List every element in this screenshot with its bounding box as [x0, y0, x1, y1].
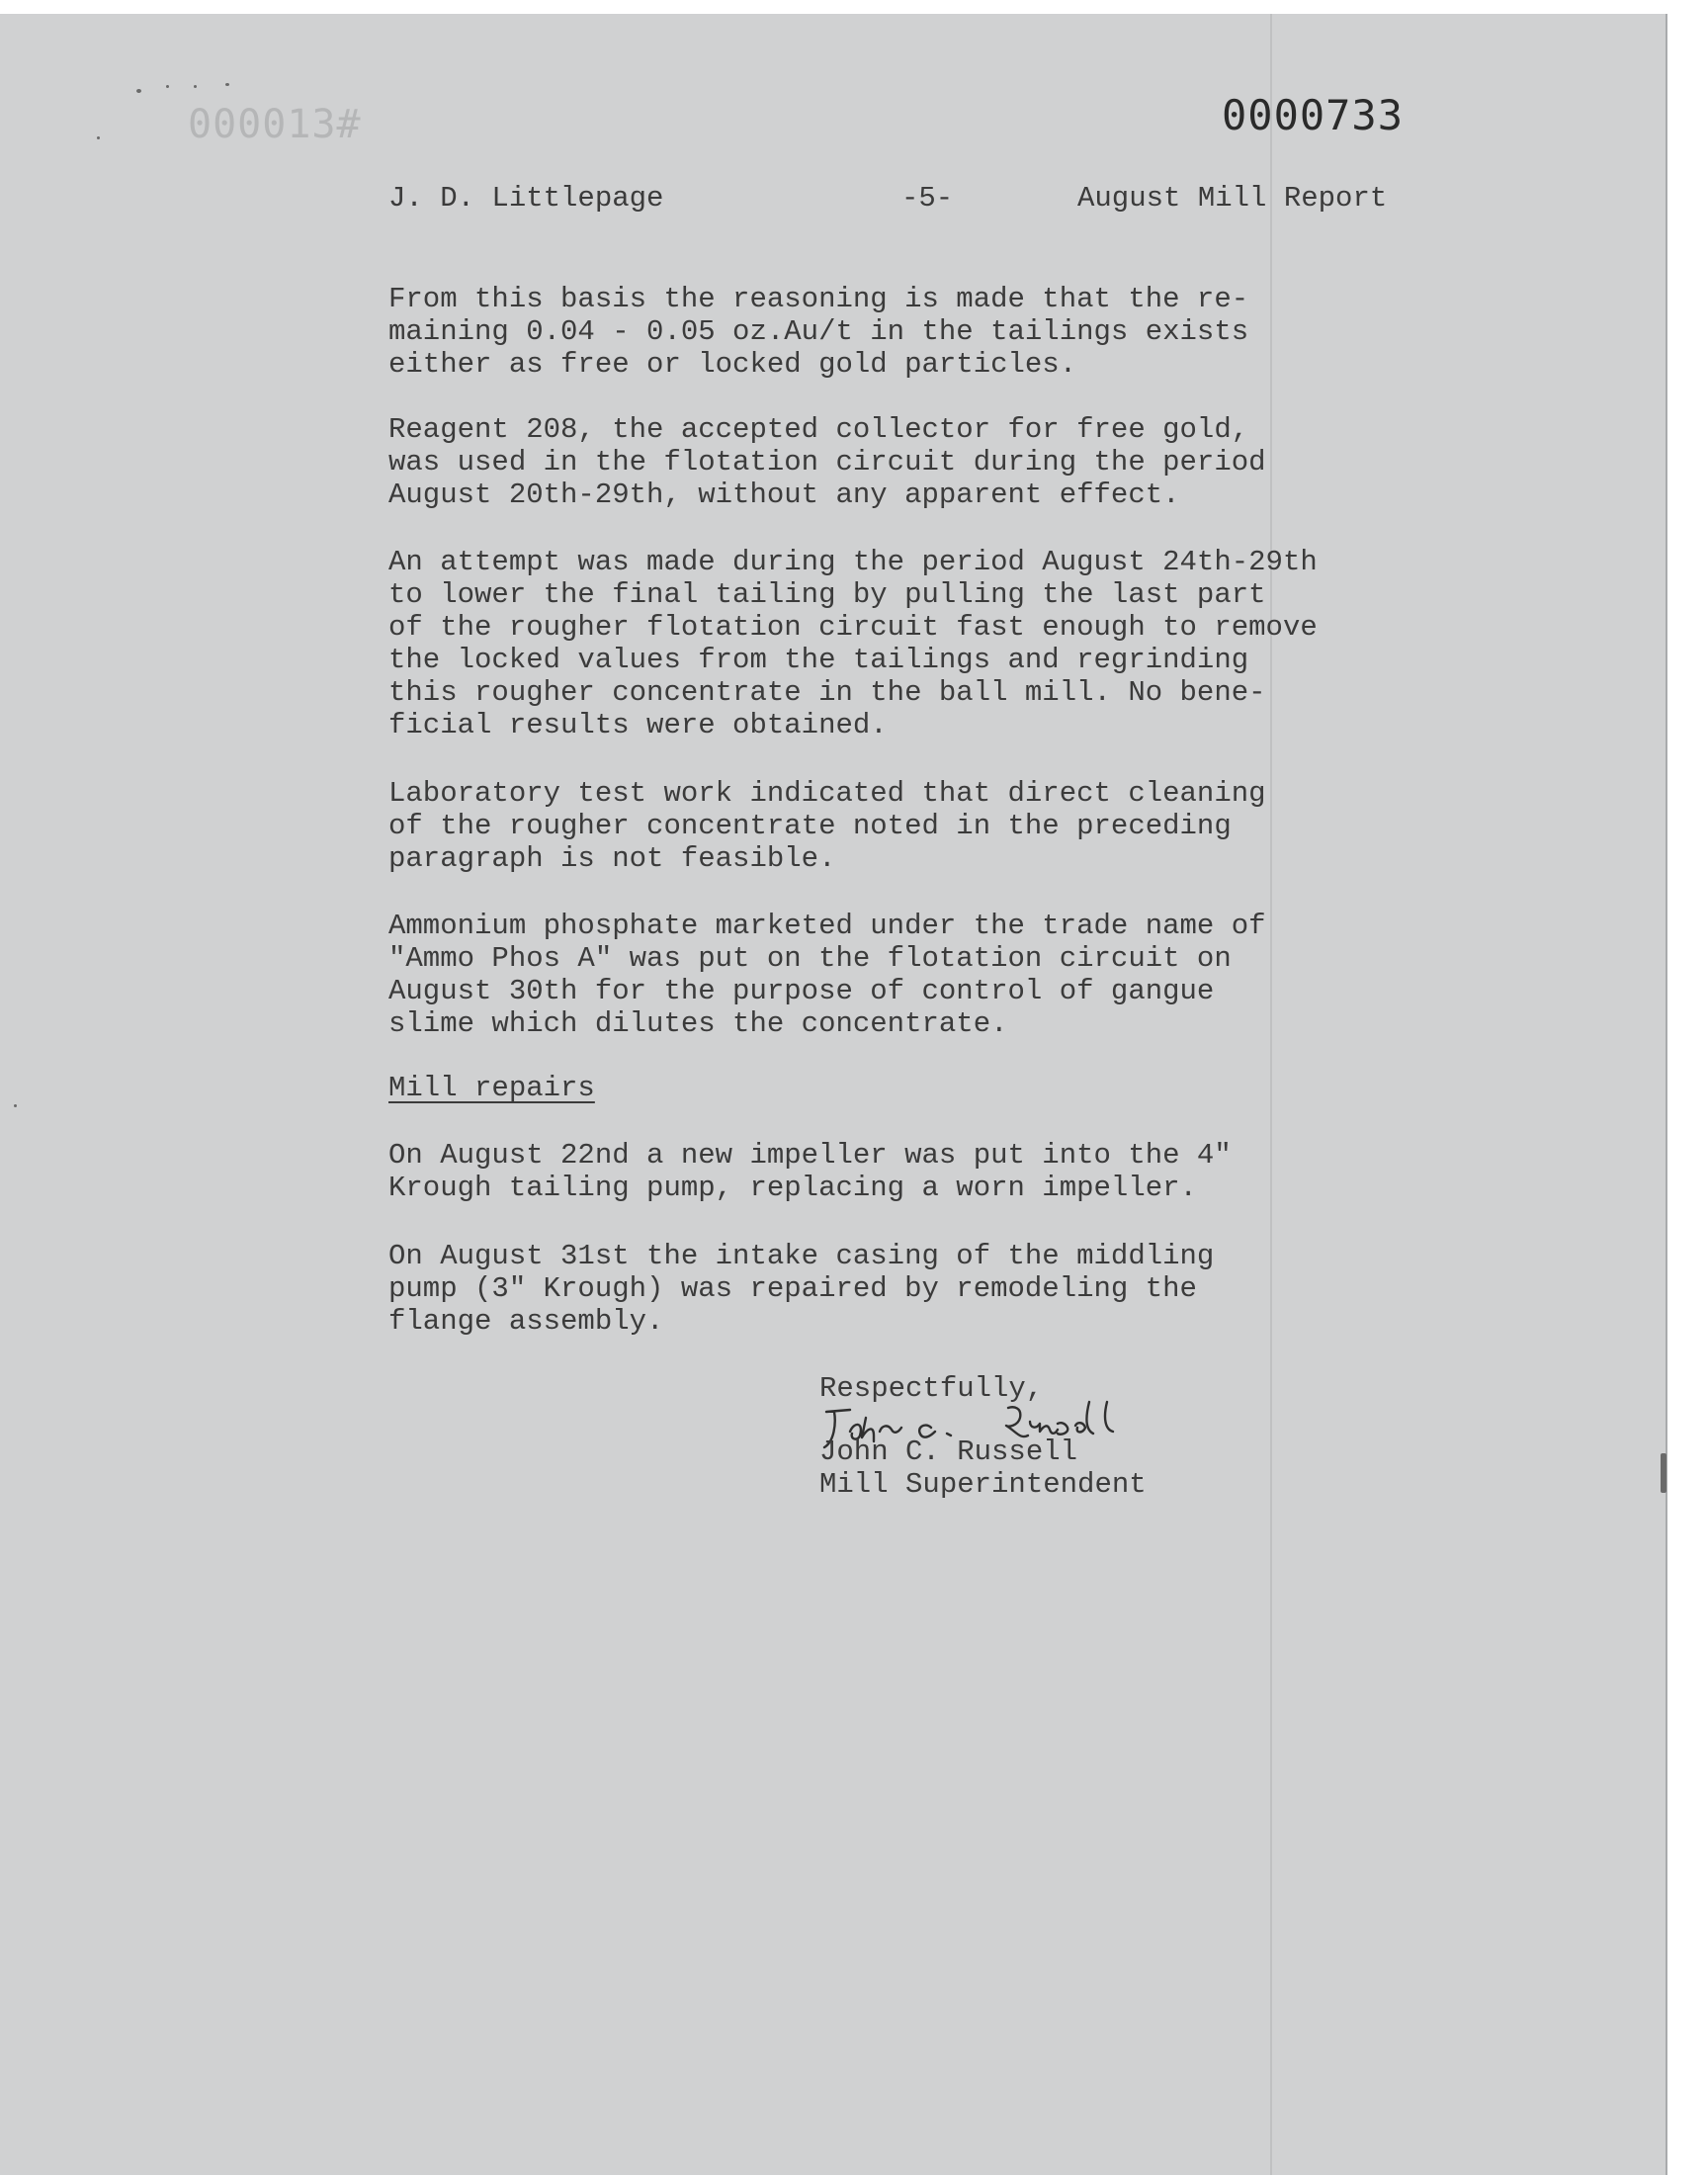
scan-speck	[225, 83, 229, 86]
scan-speck	[166, 85, 169, 88]
paragraph: Ammonium phosphate marketed under the trade name of "Ammo Phos A" was put on the flotation circuit on August 30th for the purpose of control of gangue slime which dilutes the concentrate.	[388, 910, 1266, 1040]
paragraph: Laboratory test work indicated that direct cleaning of the rougher concentrate noted in the preceding paragraph is not feasible.	[388, 777, 1266, 875]
header-page-number: -5-	[901, 182, 954, 215]
closing-salutation: Respectfully,	[819, 1372, 1044, 1405]
signer-title: Mill Superintendent	[819, 1468, 1147, 1501]
document-id-stamp: 0000733	[1222, 91, 1405, 139]
paragraph: On August 22nd a new impeller was put into the 4" Krough tailing pump, replacing a worn impeller.	[388, 1139, 1232, 1204]
scan-speck	[97, 136, 100, 139]
signer-name: John C. Russell	[819, 1436, 1078, 1468]
paragraph: From this basis the reasoning is made that the re- maining 0.04 - 0.05 oz.Au/t in the tailings exists either as free or locked gold particles.	[388, 283, 1249, 381]
back-stamp-number: 000013#	[188, 102, 362, 147]
section-heading: Mill repairs	[388, 1072, 595, 1104]
header-addressee: J. D. Littlepage	[388, 182, 664, 215]
header-report-title: August Mill Report	[1077, 182, 1388, 215]
scan-speck	[1661, 1453, 1666, 1493]
paragraph: Reagent 208, the accepted collector for free gold, was used in the flotation circuit during the period August 20th-29th, without any apparent effect.	[388, 413, 1266, 511]
scan-speck	[194, 85, 197, 88]
scan-speck	[14, 1104, 17, 1107]
paragraph: On August 31st the intake casing of the middling pump (3" Krough) was repaired by remodeling the flange assembly.	[388, 1240, 1215, 1338]
scan-speck	[136, 89, 141, 93]
fold-line	[1270, 14, 1272, 2175]
paragraph: An attempt was made during the period August 24th-29th to lower the final tailing by pulling the last part of the rougher flotation circuit fast enough to remove the locked values from the tailings and regrinding this rougher concentrate in the ball mill. No bene- ficial results were obtained.	[388, 546, 1318, 741]
